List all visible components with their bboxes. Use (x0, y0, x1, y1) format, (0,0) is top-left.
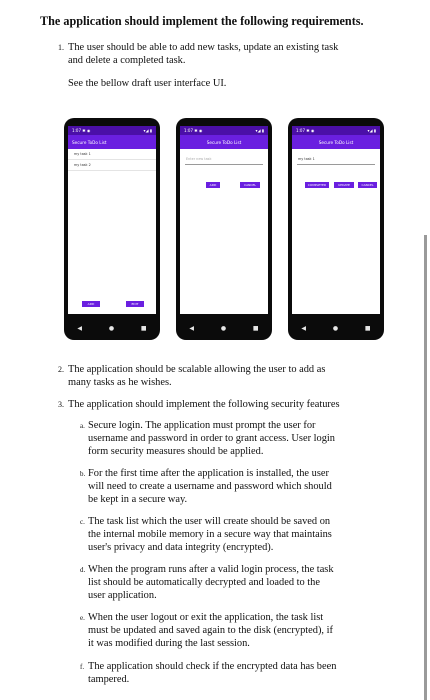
requirement-1-line-1: The user should be able to add new tasks, update an existing task (68, 42, 339, 53)
requirement-3 (58, 399, 340, 411)
document-heading: The application should implement the following requirements. (40, 14, 364, 28)
recent-apps-icon[interactable]: ■ (364, 324, 371, 332)
sub-item-b-line: be kept in a secure way. (88, 494, 188, 505)
sub-item-c-mark: c. (80, 518, 85, 526)
requirement-1-line-2: and delete a completed task. (68, 55, 186, 66)
cancel-button[interactable]: CANCEL (240, 182, 260, 188)
nav-bar (288, 321, 384, 335)
sub-item-c-line: user's privacy and data integrity (encrypted). (88, 542, 274, 553)
sub-item-d-mark: d. (80, 566, 86, 574)
sub-item-f-line: tampered. (88, 674, 130, 685)
sub-item-b-line: will need to create a username and password which should (88, 481, 332, 492)
edit-button[interactable]: EDIT (126, 301, 144, 307)
requirement-3-number: 3. (58, 400, 64, 409)
list-item[interactable]: my task 2 (68, 160, 156, 171)
requirement-1-line-3: See the bellow draft user interface UI. (68, 78, 227, 89)
nav-bar (176, 321, 272, 335)
status-bar (68, 126, 156, 135)
sub-item-e-line: it was modified during the last session. (88, 638, 250, 649)
sub-item-d-line: list should be automatically decrypted and loaded to the (88, 577, 320, 588)
sub-item-d-line: When the program runs after a valid login process, the task (88, 564, 334, 575)
back-icon[interactable]: ◀ (77, 324, 83, 332)
status-time: 1:07 ✱ ◉ (184, 128, 203, 133)
status-icons: ▾◢ ▮ (143, 128, 152, 133)
list-item[interactable]: my task 1 (68, 149, 156, 160)
requirement-1 (58, 42, 338, 54)
sub-item-b-mark: b. (80, 470, 86, 478)
recent-apps-icon[interactable]: ■ (140, 324, 147, 332)
sub-item-a-line: Secure login. The application must prompt the user for (88, 420, 316, 431)
sub-item-b-line: For the first time after the application is installed, the user (88, 468, 329, 479)
phone-screen (292, 126, 380, 314)
back-icon[interactable]: ◀ (189, 324, 195, 332)
sub-item-d-line: user application. (88, 590, 157, 601)
phone-screen (68, 126, 156, 314)
requirement-2-line-2: many tasks as he wishes. (68, 377, 172, 388)
nav-bar (64, 321, 160, 335)
update-button[interactable]: UPDATE (334, 182, 354, 188)
phone-screen (180, 126, 268, 314)
sub-item-b (80, 468, 329, 480)
sub-item-a-line: username and password in order to grant access. User login (88, 433, 335, 444)
sub-item-a (80, 420, 315, 432)
status-time: 1:07 ✱ ◉ (72, 128, 91, 133)
requirement-2 (58, 364, 325, 376)
home-icon[interactable]: ● (332, 324, 339, 332)
cancel-button[interactable]: CANCEL (358, 182, 377, 188)
sub-item-e-mark: e. (80, 614, 85, 622)
sub-item-f-line: The application should check if the encrypted data has been (88, 661, 337, 672)
add-button[interactable]: ADD (206, 182, 220, 188)
sub-item-e (80, 612, 323, 624)
sub-item-a-mark: a. (80, 422, 85, 430)
requirement-2-line-1: The application should be scalable allowing the user to add as (68, 364, 326, 375)
sub-item-c-line: The task list which the user will create should be saved on (88, 516, 331, 527)
sub-item-c (80, 516, 330, 528)
status-icons: ▾◢ ▮ (255, 128, 264, 133)
new-task-input[interactable]: Enter new task (185, 157, 263, 165)
app-bar-title: Secure ToDo List (292, 135, 380, 149)
sub-item-f-mark: f. (80, 663, 85, 671)
scrollbar[interactable] (424, 235, 427, 700)
sub-item-f (80, 661, 336, 673)
app-bar-title: Secure ToDo List (68, 135, 156, 149)
sub-item-e-line: must be updated and saved again to the disk (encrypted), if (88, 625, 333, 636)
sub-item-d (80, 564, 334, 576)
home-icon[interactable]: ● (220, 324, 227, 332)
sub-item-c-line: the internal mobile memory in a secure way that maintains (88, 529, 332, 540)
requirement-1-number: 1. (58, 43, 64, 52)
phone-mockup-add (176, 118, 272, 340)
status-bar (180, 126, 268, 135)
back-icon[interactable]: ◀ (301, 324, 307, 332)
completed-button[interactable]: COMPLETED (305, 182, 329, 188)
status-time: 1:07 ✱ ◉ (296, 128, 315, 133)
phone-mockup-list (64, 118, 160, 340)
status-bar (292, 126, 380, 135)
phone-mockup-edit (288, 118, 384, 340)
app-bar-title: Secure ToDo List (180, 135, 268, 149)
sub-item-a-line: form security measures should be applied. (88, 446, 264, 457)
status-icons: ▾◢ ▮ (367, 128, 376, 133)
recent-apps-icon[interactable]: ■ (252, 324, 259, 332)
requirement-3-line-1: The application should implement the following security features (68, 399, 340, 410)
requirement-2-number: 2. (58, 365, 64, 374)
sub-item-e-line: When the user logout or exit the application, the task list (88, 612, 324, 623)
edit-task-input[interactable]: my task 1 (297, 157, 375, 165)
add-button[interactable]: ADD (82, 301, 100, 307)
home-icon[interactable]: ● (108, 324, 115, 332)
